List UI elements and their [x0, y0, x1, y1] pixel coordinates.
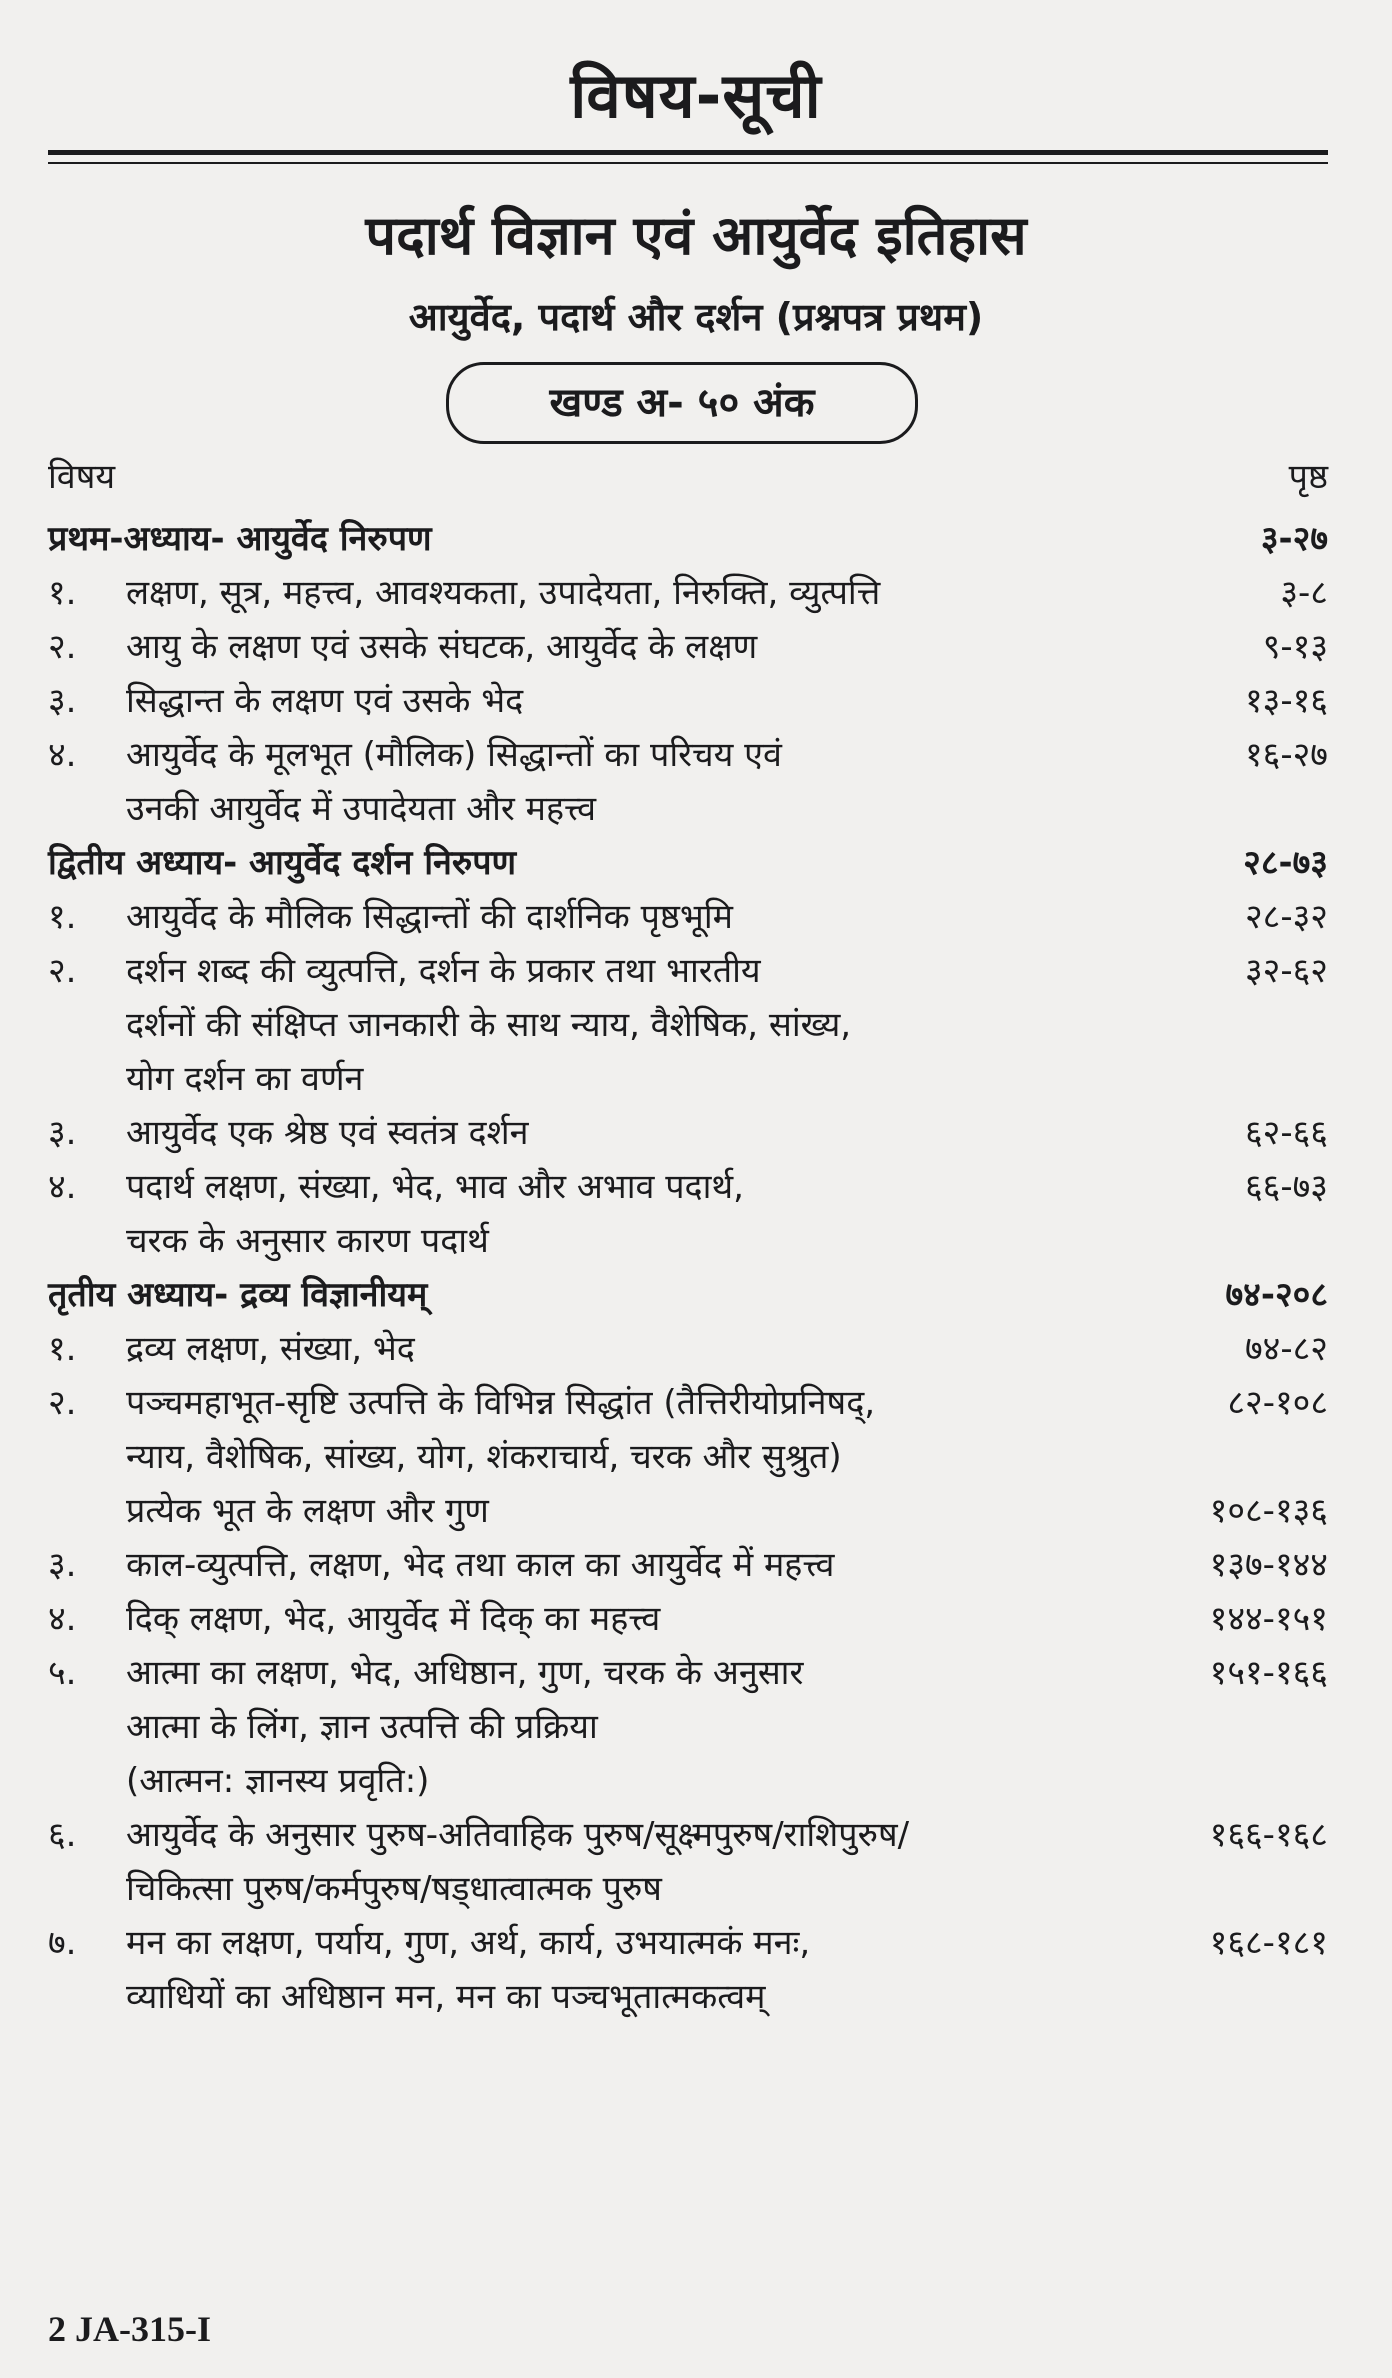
entry-number: २.: [48, 951, 77, 991]
toc-entry: [48, 728, 1328, 836]
toc-entry: [48, 1106, 1328, 1160]
toc-entry: [48, 1538, 1328, 1592]
toc-entry: [48, 1160, 1328, 1268]
title-rule-thin: [48, 162, 1328, 164]
entry-number: ४.: [48, 1599, 77, 1639]
book-subtitle: आयुर्वेद, पदार्थ और दर्शन (प्रश्नपत्र प्रथम): [408, 295, 984, 339]
chapter-heading: [48, 836, 1328, 890]
chapter-heading: [48, 1268, 1328, 1322]
table-of-contents: [48, 512, 1328, 2024]
entry-page-range: ७४-८२: [1245, 1329, 1328, 1369]
entry-text: सिद्धान्त के लक्षण एवं उसके भेद: [126, 681, 524, 721]
entry-page-range: ३२-६२: [1245, 951, 1328, 991]
page-title: विषय-सूची: [570, 59, 822, 132]
toc-entry: [48, 1322, 1328, 1376]
entry-number: १.: [48, 897, 77, 937]
entry-text: दिक् लक्षण, भेद, आयुर्वेद में दिक् का महत्त्व: [126, 1599, 661, 1639]
toc-entry: [48, 1646, 1328, 1808]
entry-page-range: १५१-१६६: [1209, 1653, 1328, 1693]
entry-text: प्रत्येक भूत के लक्षण और गुण: [126, 1491, 489, 1531]
entry-page-range: ६६-७३: [1245, 1167, 1328, 1207]
entry-text: मन का लक्षण, पर्याय, गुण, अर्थ, कार्य, उभयात्मकं मनः, व्याधियों का अधिष्ठान मन, मन का पञ्चभूतात्मकत्वम्: [126, 1923, 811, 2017]
entry-number: ७.: [48, 1923, 77, 1963]
toc-entry: [48, 1376, 1328, 1484]
page-column-header: पृष्ठ: [1288, 457, 1328, 497]
toc-entry: [48, 1808, 1328, 1916]
entry-text: पदार्थ लक्षण, संख्या, भेद, भाव और अभाव पदार्थ, चरक के अनुसार कारण पदार्थ: [126, 1167, 744, 1261]
entry-page-range: १३७-१४४: [1209, 1545, 1328, 1585]
toc-entry: [48, 890, 1328, 944]
toc-entry: [48, 1592, 1328, 1646]
entry-text: आयु के लक्षण एवं उसके संघटक, आयुर्वेद के लक्षण: [126, 627, 758, 667]
entry-text: द्रव्य लक्षण, संख्या, भेद: [126, 1329, 415, 1369]
chapter-title: प्रथम-अध्याय- आयुर्वेद निरुपण: [48, 519, 432, 559]
entry-number: ३.: [48, 1113, 77, 1153]
entry-page-range: १६६-१६८: [1209, 1815, 1328, 1855]
toc-entry: [48, 566, 1328, 620]
entry-number: २.: [48, 627, 77, 667]
section-label: खण्ड अ- ५० अंक: [446, 362, 918, 444]
entry-page-range: १६-२७: [1245, 735, 1328, 775]
entry-text: पञ्चमहाभूत-सृष्टि उत्पत्ति के विभिन्न सिद्धांत (तैत्तिरीयोप्रनिषद्, न्याय, वैशेषिक, सांख्य, योग, शंकराचार्य, चरक और सुश्रुत): [126, 1383, 876, 1477]
entry-text: लक्षण, सूत्र, महत्त्व, आवश्यकता, उपादेयता, निरुक्ति, व्युत्पत्ति: [126, 573, 881, 613]
entry-number: ४.: [48, 1167, 77, 1207]
toc-header: [48, 452, 1328, 502]
entry-number: ६.: [48, 1815, 77, 1855]
title-rule-thick: [48, 150, 1328, 155]
entry-page-range: ३-८: [1280, 573, 1328, 613]
entry-text: आयुर्वेद एक श्रेष्ठ एवं स्वतंत्र दर्शन: [126, 1113, 529, 1153]
toc-entry: [48, 1484, 1328, 1538]
entry-page-range: १६८-१८१: [1209, 1923, 1328, 1963]
chapter-page-range: ३-२७: [1260, 519, 1328, 559]
entry-text: काल-व्युत्पत्ति, लक्षण, भेद तथा काल का आयुर्वेद में महत्त्व: [126, 1545, 835, 1585]
entry-number: ५.: [48, 1653, 77, 1693]
toc-entry: [48, 674, 1328, 728]
entry-text: दर्शन शब्द की व्युत्पत्ति, दर्शन के प्रकार तथा भारतीय दर्शनों की संक्षिप्त जानकारी के साथ न्याय, वैशेषिक, सांख्य, योग दर्शन का वर्णन: [126, 951, 852, 1099]
subject-column-header: विषय: [48, 457, 116, 497]
entry-page-range: १४४-१५१: [1209, 1599, 1328, 1639]
entry-page-range: १३-१६: [1245, 681, 1328, 721]
chapter-title: द्वितीय अध्याय- आयुर्वेद दर्शन निरुपण: [48, 843, 517, 883]
book-title: पदार्थ विज्ञान एवं आयुर्वेद इतिहास: [365, 204, 1027, 267]
chapter-page-range: ७४-२०८: [1225, 1275, 1328, 1315]
chapter-heading: [48, 512, 1328, 566]
entry-text: आत्मा का लक्षण, भेद, अधिष्ठान, गुण, चरक के अनुसार आत्मा के लिंग, ज्ञान उत्पत्ति की प्रक्रिया (आत्मन: ज्ञानस्य प्रवृति:): [126, 1653, 804, 1801]
toc-entry: [48, 944, 1328, 1106]
entry-number: ४.: [48, 735, 77, 775]
entry-number: ३.: [48, 1545, 77, 1585]
entry-number: १.: [48, 1329, 77, 1369]
entry-number: ३.: [48, 681, 77, 721]
chapter-title: तृतीय अध्याय- द्रव्य विज्ञानीयम्: [48, 1275, 428, 1315]
entry-page-range: १०८-१३६: [1209, 1491, 1328, 1531]
entry-page-range: ६२-६६: [1245, 1113, 1328, 1153]
entry-text: आयुर्वेद के मौलिक सिद्धान्तों की दार्शनिक पृष्ठभूमि: [126, 897, 733, 937]
entry-page-range: ८२-१०८: [1227, 1383, 1328, 1423]
toc-entry: [48, 1916, 1328, 2024]
toc-entry: [48, 620, 1328, 674]
entry-page-range: २८-३२: [1245, 897, 1328, 937]
chapter-page-range: २८-७३: [1243, 843, 1328, 883]
entry-number: १.: [48, 573, 77, 613]
entry-page-range: ९-१३: [1262, 627, 1328, 667]
entry-number: २.: [48, 1383, 77, 1423]
entry-text: आयुर्वेद के मूलभूत (मौलिक) सिद्धान्तों का परिचय एवं उनकी आयुर्वेद में उपादेयता और महत्त्व: [126, 735, 782, 829]
footer-code: 2 JA-315-I: [48, 2309, 211, 2349]
entry-text: आयुर्वेद के अनुसार पुरुष-अतिवाहिक पुरुष/सूक्ष्मपुरुष/राशिपुरुष/ चिकित्सा पुरुष/कर्मपुरुष/षड्धात्वात्मक पुरुष: [126, 1815, 910, 1909]
